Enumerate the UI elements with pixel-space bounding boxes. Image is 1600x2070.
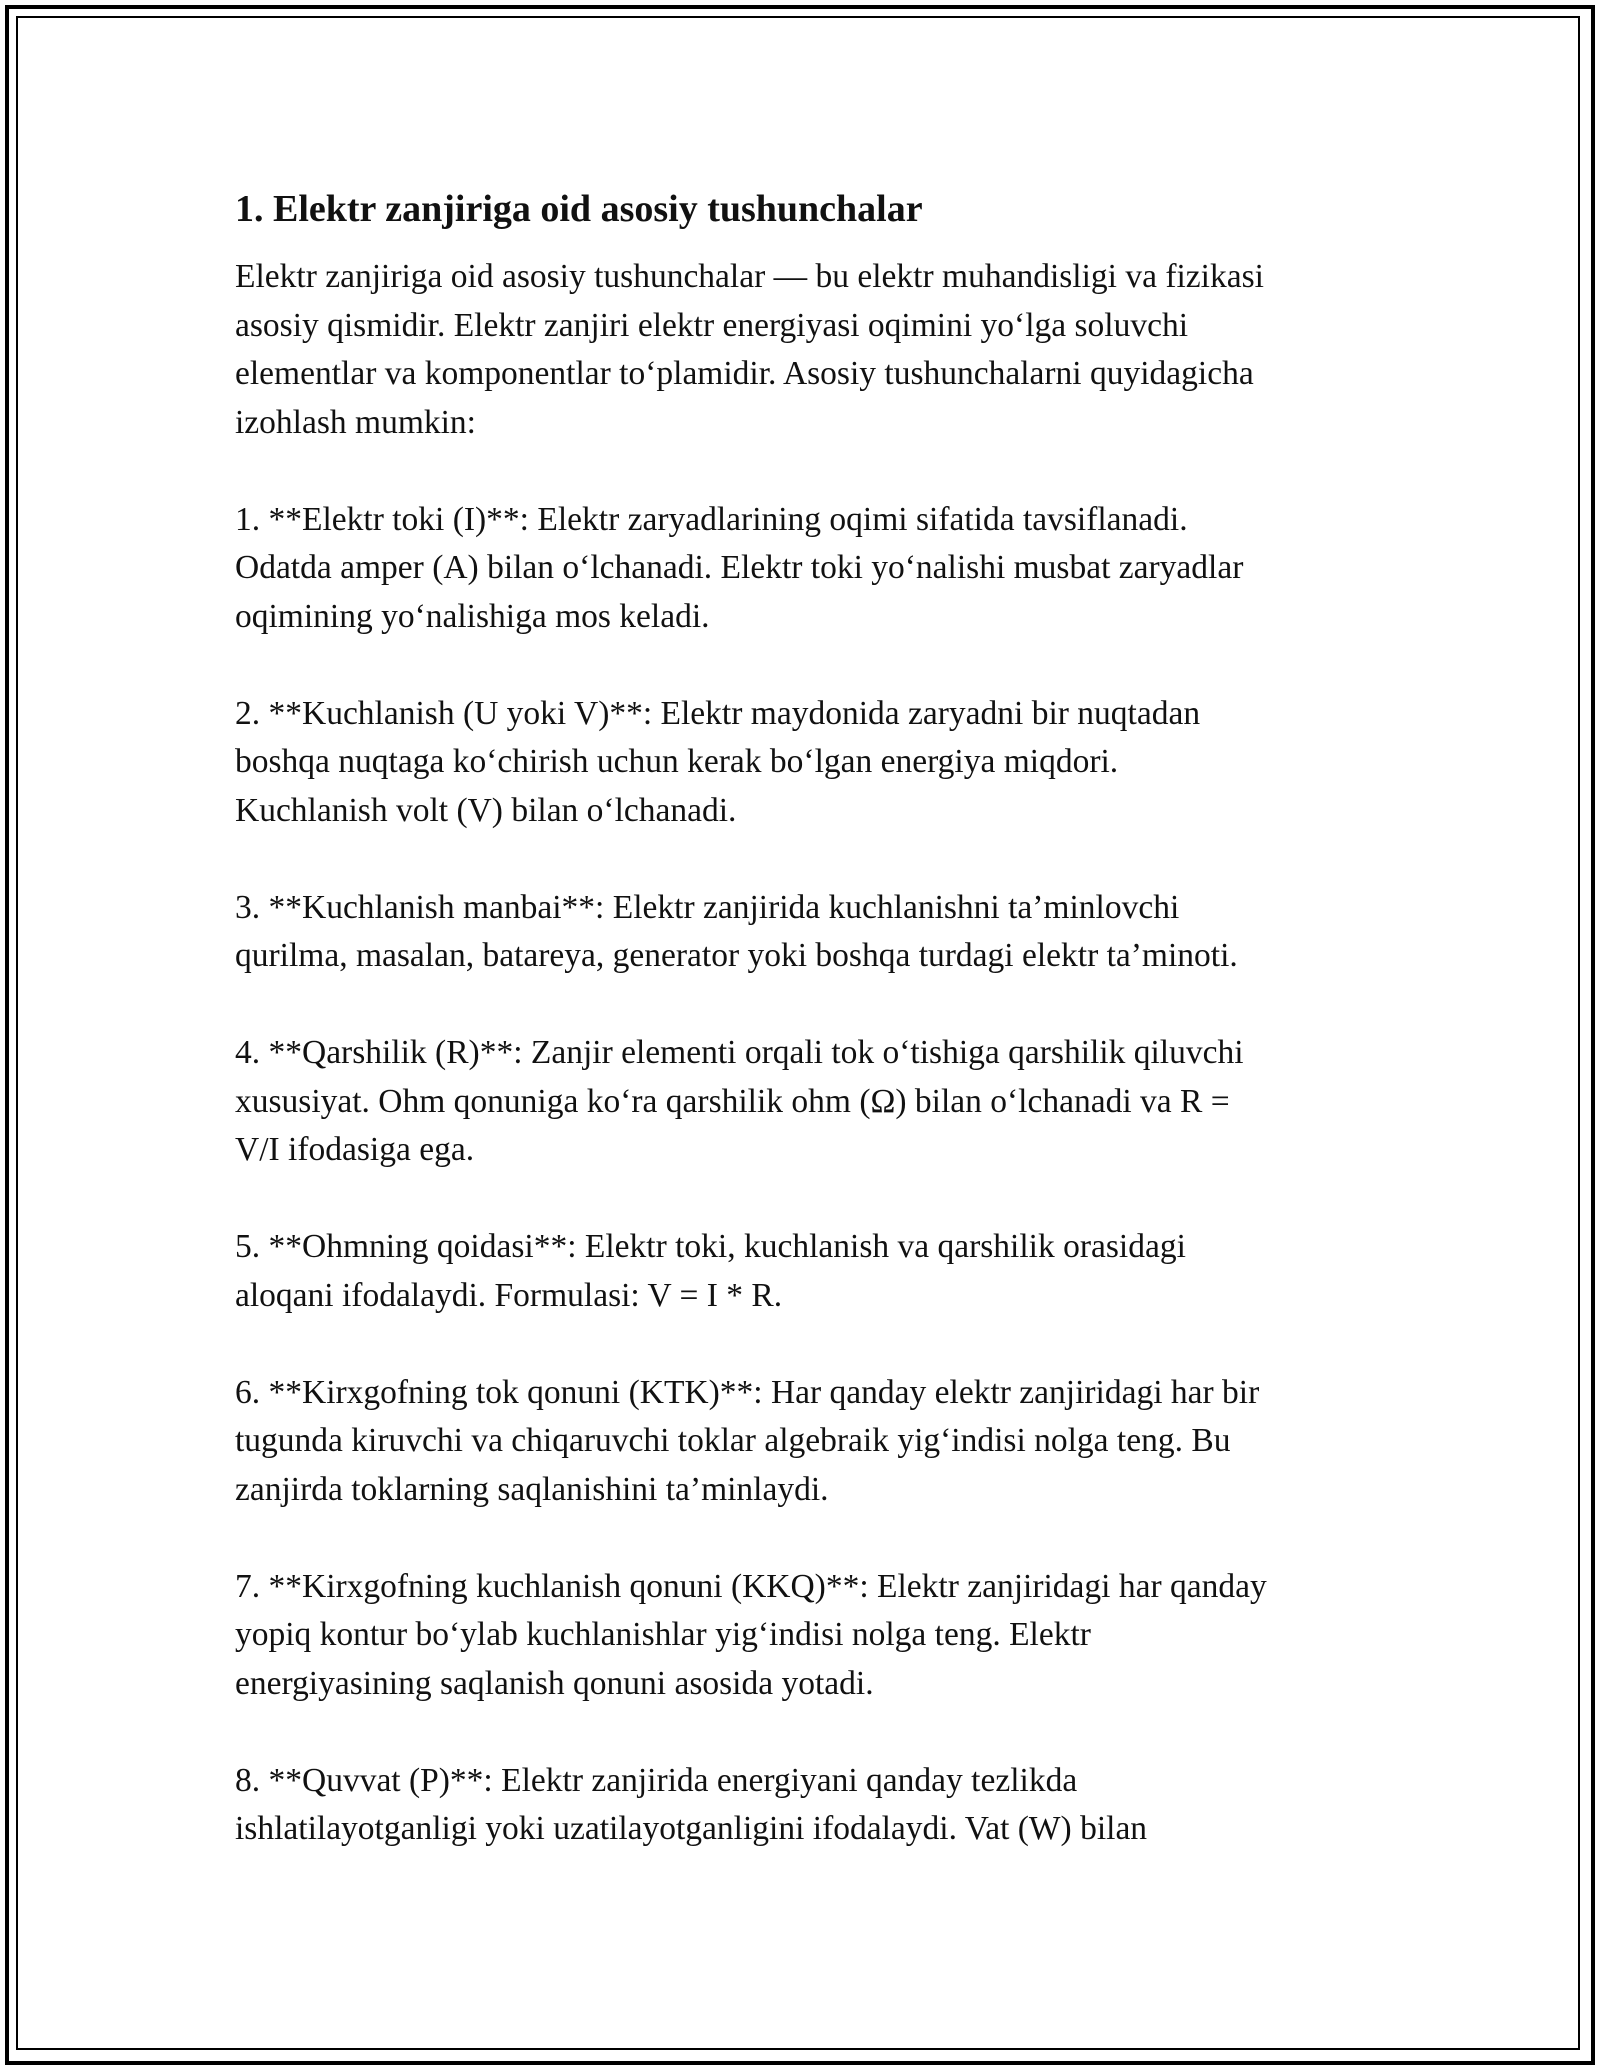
paragraph-voltage: 2. **Kuchlanish (U yoki V)**: Elektr maydonida zaryadni bir nuqtadan boshqa nuqtaga ko‘chirish uchun kerak bo‘lgan energiya miqdori. Kuchlanish volt (V) bilan o‘lchanadi.: [235, 694, 1201, 829]
paragraph-kirchhoff-voltage-law: 7. **Kirxgofning kuchlanish qonuni (KKQ)**: Elektr zanjiridagi har qanday yopiq kontur bo‘ylab kuchlanishlar yig‘indisi nolga teng. Elektr energiyasining saqlanish qonuni asosida yotadi.: [235, 1567, 1267, 1702]
paragraph-ohms-rule: 5. **Ohmning qoidasi**: Elektr toki, kuchlanish va qarshilik orasidagi aloqani ifodalaydi. Formulasi: V = I * R.: [235, 1228, 1186, 1314]
paragraph-voltage-source: 3. **Kuchlanish manbai**: Elektr zanjirida kuchlanishni ta’minlovchi qurilma, masalan, batareya, generator yoki boshqa turdagi elektr ta’minoti.: [235, 888, 1238, 974]
paragraph-kirchhoff-current-law: 6. **Kirxgofning tok qonuni (KTK)**: Har qanday elektr zanjiridagi har bir tugunda kiruvchi va chiqaruvchi toklar algebraik yig‘indisi nolga teng. Bu zanjirda toklarning saqlanishini ta’minlaydi.: [235, 1373, 1260, 1508]
paragraph-power: 8. **Quvvat (P)**: Elektr zanjirida energiyani qanday tezlikda ishlatilayotganligi yoki uzatilayotganligini ifodalaydi. Vat (W) bilan: [235, 1761, 1148, 1847]
intro-paragraph: Elektr zanjiriga oid asosiy tushunchalar — bu elektr muhandisligi va fizikasi asosiy qismidir. Elektr zanjiri elektr energiyasi oqimini yo‘lga soluvchi elementlar va komponentlar to‘plamidir. Asosiy tushunchalarni quyidagicha izohlash mumkin:: [235, 258, 1264, 441]
paragraph-resistance: 4. **Qarshilik (R)**: Zanjir elementi orqali tok o‘tishiga qarshilik qiluvchi xususiyat. Ohm qonuniga ko‘ra qarshilik ohm (Ω) bilan o‘lchanadi va R = V/I ifodasiga ega.: [235, 1034, 1244, 1168]
document-title: 1. Elektr zanjiriga oid asosiy tushunchalar: [235, 188, 923, 230]
document-body: [235, 185, 1375, 1902]
paragraph-electric-current: 1. **Elektr toki (I)**: Elektr zaryadlarining oqimi sifatida tavsiflanadi. Odatda amper (A) bilan o‘lchanadi. Elektr toki yo‘nalishi musbat zaryadlar oqimining yo‘nalishiga mos keladi.: [235, 500, 1244, 635]
